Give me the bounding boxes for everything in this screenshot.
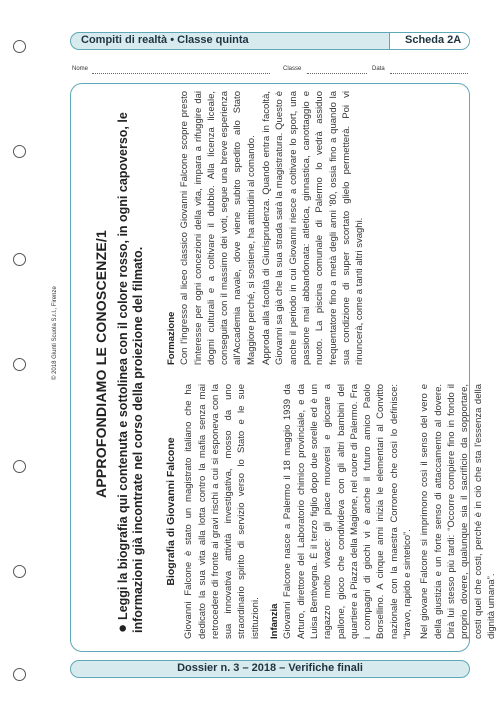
bio-title: Biografia di Giovanni Falcone	[165, 437, 177, 586]
punch-hole	[13, 358, 26, 371]
nome-field[interactable]	[92, 73, 270, 74]
data-label: Data	[372, 66, 385, 72]
rotated-content	[79, 85, 497, 643]
paragraph-intro: Giovanni Falcone è stato un magistrato italiano che ha dedicato la sua vita alla lotta contro la mafia senza mai retrocedere di fronte ai gravi rischi a cui si esponeva con la sua innovativa attività investigativa, mosso da uno straordinario spirito di servizio verso lo Stato e le sue istituzioni.	[183, 384, 261, 639]
punch-hole	[13, 253, 26, 266]
punch-hole	[13, 145, 26, 158]
paragraph-infanzia: Giovanni Falcone nasce a Palermo il 18 maggio 1939 da Arturo, direttore del Laboratorio chimico provinciale, e da Luisa Bentivegna. È il terzo figlio dopo due sorelle ed è un ragazzo molto vivace: gli piace muoversi e giocare a pallone, gioco che condivideva con gli altri bambini del quartiere a Piazza della Magione, nel cuore di Palermo. Fra i compagni di giochi vi è anche il futuro amico Paolo Borsellino. A cinque anni inizia le elementari al Convitto nazionale con la maestra Corroneo che così lo definisce: “bravo, rapido e sintetico”.	[282, 384, 414, 639]
paragraph-formazione: Con l'ingresso al liceo classico Giovanni Falcone scopre presto l'interesse per ogni concezioni della vita, impara a rifuggire dai dogmi culturali e a coltivare il dubbio. Alla licenza liceale, conseguita con il massimo dei voti, segue una breve esperienza all'Accademia navale, dove viene subito spedito allo Stato Maggiore perché, si sostiene, ha attitudini al comando.	[179, 91, 257, 365]
footer-text: Dossier n. 3 – 2018 – Verifiche finali	[177, 662, 363, 674]
instruction	[115, 93, 146, 633]
left-column	[165, 384, 500, 639]
punch-hole	[13, 460, 26, 473]
classe-label: Classe	[283, 66, 302, 72]
data-field[interactable]	[390, 73, 468, 74]
header-title: Compiti di realtà • Classe quinta	[81, 34, 249, 46]
paragraph-giurisprudenza: Approda alla facoltà di Giurisprudenza. Quando entra in facoltà, Giovanni sa già che la sua strada sarà la magistratura. Questo è anche il periodo in cui Giovanni riesce a coltivare lo sport, una passione mai abbandonata: atletica, ginnastica, canottaggio e nuoto. La piscina comunale di Palermo lo vedrà assiduo frequentatore fino a metà degli anni '80, ossia fino a quando la sua condizione di super scortato glielo permetterà. Poi vi rinuncerà, come a tanti altri svaghi.	[261, 91, 366, 365]
formazione-title: Formazione	[166, 311, 177, 365]
punch-hole	[13, 40, 26, 53]
section-heading: APPROFONDIAMO LE CONOSCENZE/1	[93, 230, 109, 498]
paragraph-dovere: Nel giovane Falcone si imprimono così il senso del vero e della giustizia e un forte senso di attaccamento al dovere. Dirà lui stesso più tardi: “Occorre compiere fino in fondo il proprio dovere, qualunque sia il sacrificio da sopportare, costi quel che costi, perché è in ciò che sta l'essenza della dignità umana”.	[419, 384, 497, 639]
scheda-label: Scheda 2A	[405, 34, 462, 46]
infanzia-title: Infanzia	[269, 603, 281, 639]
instruction-text: Leggi la biografia qui contenuta e sottolinea con il colore rosso, in ogni capoverso, le informazioni già incontrate nel corso della proiezione del filmato.	[116, 112, 145, 633]
punch-hole	[13, 668, 26, 681]
nome-label: Nome	[72, 66, 89, 72]
copyright: © 2018 Giunti Scuola S.r.l., Firenze	[52, 286, 58, 380]
bullet-icon: ●	[114, 623, 131, 633]
punch-hole	[13, 565, 26, 578]
footer-bar	[70, 660, 470, 678]
right-column	[165, 91, 368, 365]
classe-field[interactable]	[307, 73, 367, 74]
header-bar	[70, 32, 470, 50]
